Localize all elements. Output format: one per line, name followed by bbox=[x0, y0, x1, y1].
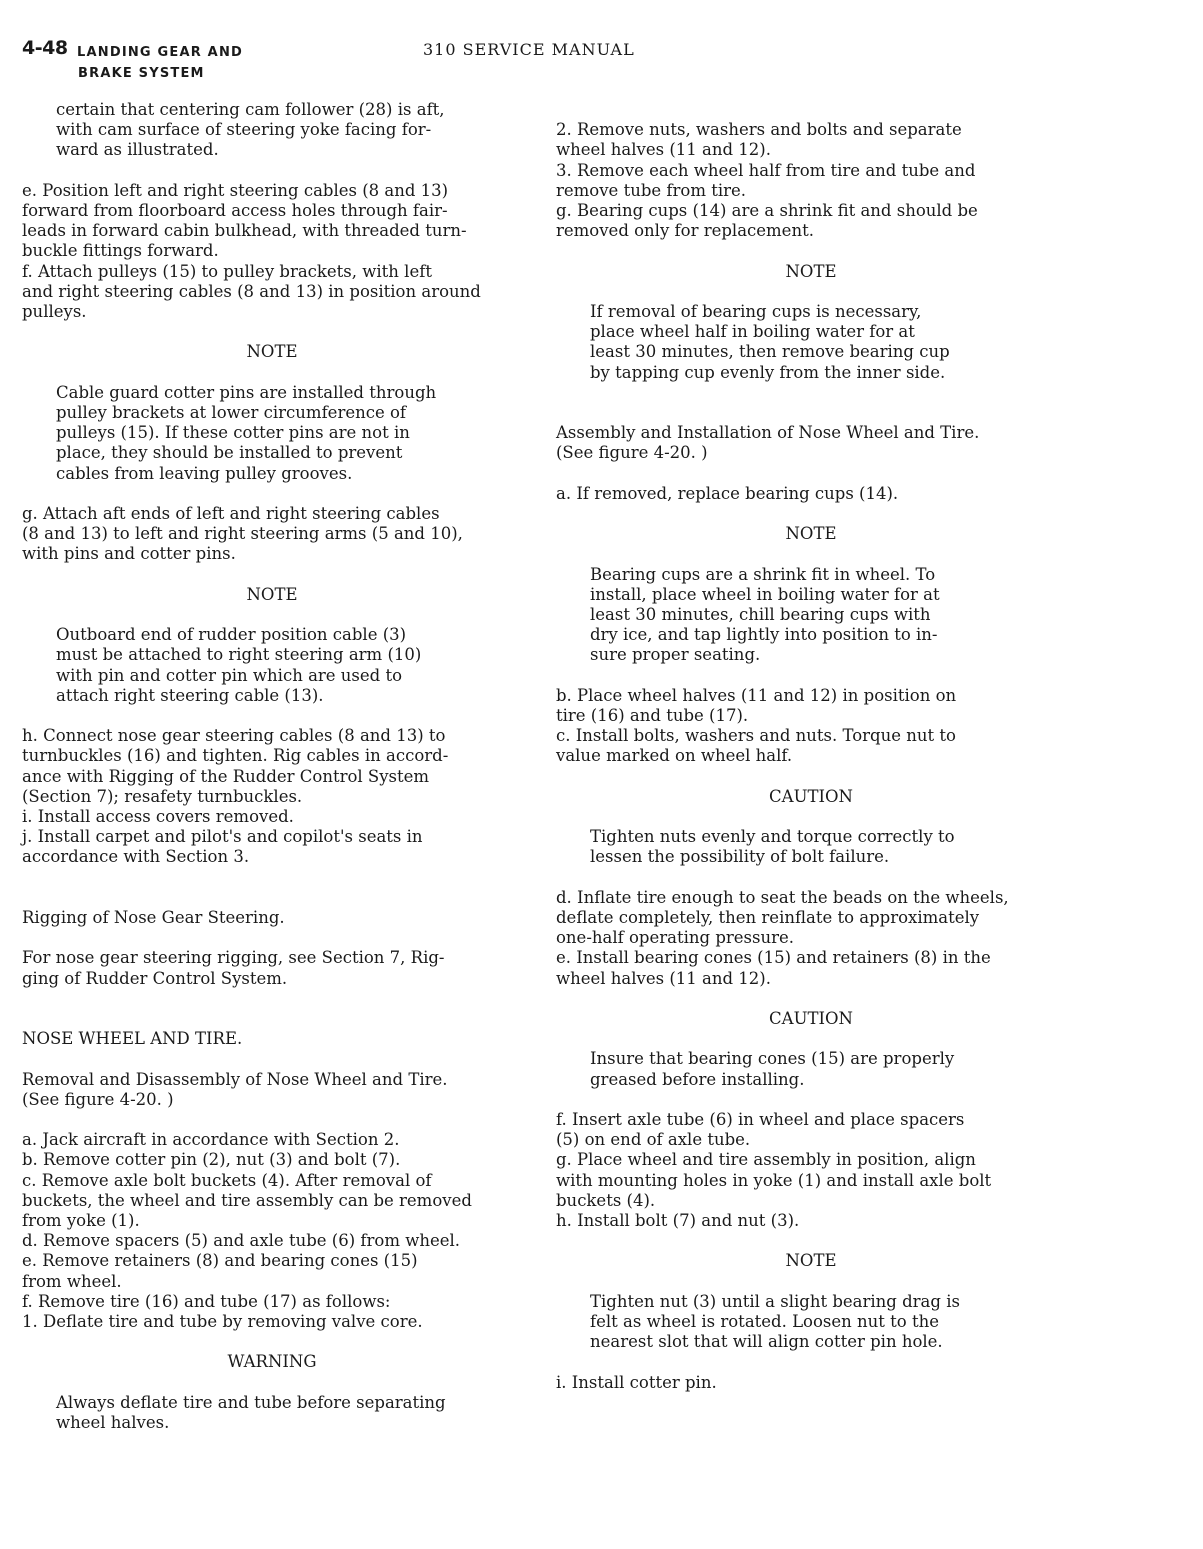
notice-text-line: cables from leaving pulley grooves. bbox=[56, 463, 353, 483]
text-line: h. Install bolt (7) and nut (3). bbox=[556, 1210, 800, 1230]
notice-text-line: pulleys (15). If these cotter pins are not in bbox=[56, 423, 410, 443]
notice-text-line: install, place wheel in boiling water for at bbox=[590, 584, 940, 604]
spacer bbox=[556, 1231, 1066, 1251]
left-column bbox=[22, 100, 522, 1433]
text-line: (See figure 4-20. ) bbox=[22, 1089, 174, 1109]
notice-text-line: place wheel half in boiling water for at bbox=[590, 322, 915, 342]
text-line: turnbuckles (16) and tighten. Rig cables in accord- bbox=[22, 746, 449, 766]
notice-text-line: lessen the possibility of bolt failure. bbox=[590, 847, 890, 867]
notice-heading: NOTE bbox=[785, 261, 837, 281]
text-line: 2. Remove nuts, washers and bolts and separate bbox=[556, 120, 962, 140]
spacer bbox=[556, 868, 1066, 888]
spacer bbox=[22, 868, 522, 888]
notice-heading: CAUTION bbox=[769, 1008, 853, 1028]
spacer bbox=[22, 706, 522, 726]
text-line: accordance with Section 3. bbox=[22, 847, 250, 867]
notice-heading: NOTE bbox=[785, 524, 837, 544]
text-line: e. Install bearing cones (15) and retainers (8) in the bbox=[556, 948, 991, 968]
text-line: Rigging of Nose Gear Steering. bbox=[22, 907, 285, 927]
spacer bbox=[556, 1029, 1066, 1049]
notice-text-line: attach right steering cable (13). bbox=[56, 685, 324, 705]
text-line: (See figure 4-20. ) bbox=[556, 443, 708, 463]
text-line: leads in forward cabin bulkhead, with threaded turn- bbox=[22, 221, 467, 241]
section-heading bbox=[77, 42, 243, 84]
notice-heading: NOTE bbox=[785, 1251, 837, 1271]
notice-text-line: least 30 minutes, then remove bearing cup bbox=[590, 342, 950, 362]
notice-text-line: nearest slot that will align cotter pin hole. bbox=[590, 1332, 943, 1352]
text-line: g. Attach aft ends of left and right steering cables bbox=[22, 504, 440, 523]
notice-text-line: greased before installing. bbox=[590, 1069, 805, 1089]
notice-text-line: with cam surface of steering yoke facing for- bbox=[56, 120, 432, 140]
text-line: deflate completely, then reinflate to approximately bbox=[556, 907, 980, 927]
text-line: f. Insert axle tube (6) in wheel and place spacers bbox=[556, 1109, 965, 1129]
text-line: g. Bearing cups (14) are a shrink fit and should be bbox=[556, 201, 978, 220]
text-line: a. Jack aircraft in accordance with Section 2. bbox=[22, 1130, 400, 1150]
spacer bbox=[22, 1332, 522, 1352]
spacer bbox=[22, 928, 522, 948]
notice-text-line: dry ice, and tap lightly into position to in- bbox=[590, 625, 938, 645]
notice-text-line: Outboard end of rudder position cable (3) bbox=[56, 625, 407, 645]
spacer bbox=[556, 1090, 1066, 1110]
spacer bbox=[556, 241, 1066, 261]
text-line: Assembly and Installation of Nose Wheel and Tire. bbox=[556, 423, 980, 443]
text-line: value marked on wheel half. bbox=[556, 746, 793, 766]
text-line: pulleys. bbox=[22, 302, 87, 322]
text-line: e. Remove retainers (8) and bearing cones (15) bbox=[22, 1251, 418, 1271]
spacer bbox=[22, 989, 522, 1009]
text-line: NOSE WHEEL AND TIRE. bbox=[22, 1029, 243, 1049]
notice-text-line: by tapping cup evenly from the inner side. bbox=[590, 362, 946, 382]
text-line: i. Install cotter pin. bbox=[556, 1372, 717, 1392]
text-line: For nose gear steering rigging, see Section 7, Rig- bbox=[22, 948, 445, 968]
spacer bbox=[556, 100, 1066, 120]
text-line: and right steering cables (8 and 13) in position around bbox=[22, 281, 481, 301]
spacer bbox=[22, 565, 522, 585]
text-line: f. Attach pulleys (15) to pulley brackets, with left bbox=[22, 261, 432, 281]
notice-text-line: wheel halves. bbox=[56, 1412, 170, 1432]
spacer bbox=[556, 666, 1066, 686]
spacer bbox=[556, 403, 1066, 423]
text-line: with pins and cotter pins. bbox=[22, 544, 236, 564]
text-line: b. Place wheel halves (11 and 12) in position on bbox=[556, 685, 957, 705]
text-line: d. Remove spacers (5) and axle tube (6) from wheel. bbox=[22, 1231, 461, 1251]
text-line: ging of Rudder Control System. bbox=[22, 968, 288, 988]
text-line: i. Install access covers removed. bbox=[22, 807, 294, 826]
notice-text-line: ward as illustrated. bbox=[56, 140, 219, 160]
spacer bbox=[556, 464, 1066, 484]
text-line: ance with Rigging of the Rudder Control System bbox=[22, 766, 430, 786]
text-line: c. Remove axle bolt buckets (4). After removal of bbox=[22, 1170, 432, 1190]
text-line: h. Connect nose gear steering cables (8 and 13) to bbox=[22, 726, 446, 746]
notice-heading: CAUTION bbox=[769, 786, 853, 806]
text-line: wheel halves (11 and 12). bbox=[556, 968, 771, 988]
notice-text-line: If removal of bearing cups is necessary, bbox=[590, 301, 922, 321]
text-line: j. Install carpet and pilot's and copilot's seats in bbox=[22, 827, 423, 847]
text-line: one-half operating pressure. bbox=[556, 928, 794, 948]
notice-text-line: Bearing cups are a shrink fit in wheel. To bbox=[590, 564, 936, 584]
text-line: buckets, the wheel and tire assembly can be removed bbox=[22, 1190, 472, 1210]
notice-text-line: Insure that bearing cones (15) are properly bbox=[590, 1049, 955, 1069]
notice-text-line: Always deflate tire and tube before separating bbox=[56, 1392, 446, 1412]
text-line: removed only for replacement. bbox=[556, 221, 814, 241]
spacer bbox=[22, 322, 522, 342]
notice-text-line: felt as wheel is rotated. Loosen nut to the bbox=[590, 1311, 939, 1331]
text-line: f. Remove tire (16) and tube (17) as follows: bbox=[22, 1291, 391, 1311]
notice-text-line: Tighten nut (3) until a slight bearing drag is bbox=[590, 1291, 960, 1311]
text-line: (Section 7); resafety turnbuckles. bbox=[22, 786, 303, 806]
notice-text-line: with pin and cotter pin which are used to bbox=[56, 665, 403, 685]
spacer bbox=[22, 363, 522, 383]
text-line: with mounting holes in yoke (1) and install axle bolt bbox=[556, 1170, 992, 1190]
spacer bbox=[22, 1049, 522, 1069]
spacer bbox=[556, 383, 1066, 403]
spacer bbox=[556, 504, 1066, 524]
spacer bbox=[556, 989, 1066, 1009]
text-line: e. Position left and right steering cables (8 and 13) bbox=[22, 180, 449, 200]
text-line: buckle fittings forward. bbox=[22, 241, 219, 261]
text-line: remove tube from tire. bbox=[556, 180, 747, 200]
spacer bbox=[22, 605, 522, 625]
spacer bbox=[556, 544, 1066, 564]
section-heading-line-2: BRAKE SYSTEM bbox=[78, 66, 205, 81]
right-column bbox=[556, 100, 1066, 1393]
text-line: 1. Deflate tire and tube by removing valve core. bbox=[22, 1311, 423, 1331]
text-line: (8 and 13) to left and right steering arms (5 and 10), bbox=[22, 524, 463, 544]
text-line: from wheel. bbox=[22, 1271, 122, 1291]
notice-text-line: pulley brackets at lower circumference of bbox=[56, 403, 407, 422]
spacer bbox=[556, 807, 1066, 827]
notice-text-line: Cable guard cotter pins are installed through bbox=[56, 382, 437, 402]
text-line: (5) on end of axle tube. bbox=[556, 1130, 751, 1150]
notice-text-line: least 30 minutes, chill bearing cups with bbox=[590, 604, 931, 624]
text-line: from yoke (1). bbox=[22, 1210, 140, 1230]
text-line: c. Install bolts, washers and nuts. Torque nut to bbox=[556, 726, 956, 746]
spacer bbox=[556, 282, 1066, 302]
spacer bbox=[22, 484, 522, 504]
spacer bbox=[556, 1352, 1066, 1372]
text-line: tire (16) and tube (17). bbox=[556, 705, 749, 725]
text-line: d. Inflate tire enough to seat the beads on the wheels, bbox=[556, 887, 1009, 907]
text-line: a. If removed, replace bearing cups (14). bbox=[556, 483, 899, 503]
notice-text-line: Tighten nuts evenly and torque correctly to bbox=[590, 827, 955, 847]
text-line: buckets (4). bbox=[556, 1190, 656, 1210]
manual-title: 310 SERVICE MANUAL bbox=[423, 40, 635, 59]
spacer bbox=[22, 1110, 522, 1130]
notice-heading: NOTE bbox=[246, 342, 298, 362]
page-number: 4-48 bbox=[22, 37, 68, 59]
notice-text-line: must be attached to right steering arm (10) bbox=[56, 645, 422, 665]
spacer bbox=[22, 161, 522, 181]
spacer bbox=[556, 1272, 1066, 1292]
notice-heading: NOTE bbox=[246, 584, 298, 604]
text-line: g. Place wheel and tire assembly in position, align bbox=[556, 1150, 976, 1170]
notice-text-line: place, they should be installed to prevent bbox=[56, 443, 403, 463]
notice-heading: WARNING bbox=[227, 1352, 317, 1372]
notice-text-line: certain that centering cam follower (28) is aft, bbox=[56, 100, 445, 119]
text-line: 3. Remove each wheel half from tire and tube and bbox=[556, 160, 976, 180]
text-line: wheel halves (11 and 12). bbox=[556, 140, 771, 160]
notice-text-line: sure proper seating. bbox=[590, 645, 761, 665]
spacer bbox=[22, 888, 522, 908]
spacer bbox=[22, 1373, 522, 1393]
spacer bbox=[556, 767, 1066, 787]
text-line: forward from floorboard access holes through fair- bbox=[22, 201, 448, 220]
spacer bbox=[22, 1009, 522, 1029]
section-heading-line-1: LANDING GEAR AND bbox=[77, 45, 244, 60]
text-line: b. Remove cotter pin (2), nut (3) and bolt (7). bbox=[22, 1150, 401, 1170]
text-line: Removal and Disassembly of Nose Wheel and Tire. bbox=[22, 1069, 448, 1089]
